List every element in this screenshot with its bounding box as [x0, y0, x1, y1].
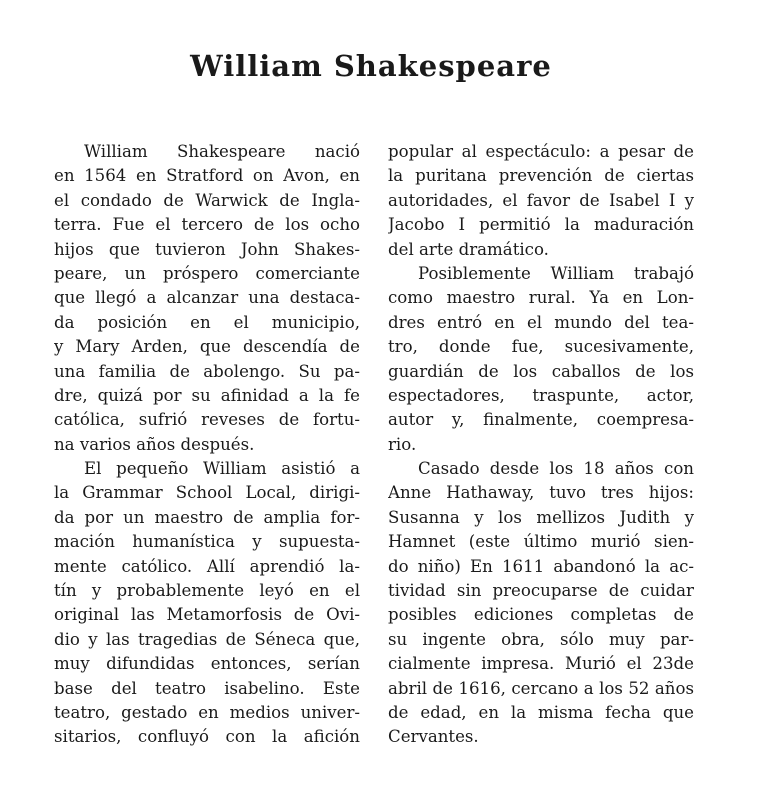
text-line: posibles ediciones completas de	[388, 605, 694, 625]
text-line: da posición en el municipio,	[54, 312, 360, 332]
text-line: dre, quizá por su afinidad a la fe	[54, 385, 360, 405]
text-line: dio y las tragedias de Séneca que,	[54, 629, 360, 649]
text-line: tividad sin preocuparse de cuidar	[388, 581, 694, 601]
text-line: muy difundidas entonces, serían	[54, 654, 360, 674]
text-line: la Grammar School Local, dirigi-	[54, 483, 360, 503]
text-line: original las Metamorfosis de Ovi-	[54, 605, 360, 625]
text-line: sitarios, confluyó con la afición	[54, 727, 360, 747]
text-line: do niño) En 1611 abandonó la ac-	[388, 556, 694, 576]
text-line: Susanna y los mellizos Judith y	[388, 507, 694, 527]
text-line: terra. Fue el tercero de los ocho	[54, 215, 360, 235]
text-line: abril de 1616, cercano a los 52 años	[388, 678, 694, 698]
text-line: Anne Hathaway, tuvo tres hijos:	[388, 483, 694, 503]
text-line: Hamnet (este último murió sien-	[388, 532, 694, 552]
text-line: como maestro rural. Ya en Lon-	[388, 288, 694, 308]
text-line: cialmente impresa. Murió el 23de	[388, 654, 694, 674]
text-line: William Shakespeare nació	[84, 142, 360, 161]
text-line: en 1564 en Stratford on Avon, en	[54, 166, 360, 186]
text-line: autor y, finalmente, coempresa-	[388, 410, 694, 430]
text-line: hijos que tuvieron John Shakes-	[54, 239, 360, 259]
text-line: base del teatro isabelino. Este	[54, 678, 360, 698]
text-line: teatro, gestado en medios univer-	[54, 702, 360, 722]
text-line: católica, sufrió reveses de fortu-	[54, 410, 360, 430]
text-line: da por un maestro de amplia for-	[54, 507, 360, 527]
text-line: mación humanística y supuesta-	[54, 532, 360, 552]
text-line: dres entró en el mundo del tea-	[388, 312, 694, 332]
text-line: el condado de Warwick de Ingla-	[54, 190, 360, 210]
text-line: El pequeño William asistió a	[84, 459, 360, 479]
text-line: Posiblemente William trabajó	[418, 263, 694, 283]
text-line: y Mary Arden, que descendía de	[54, 337, 360, 357]
text-line: del arte dramático.	[388, 239, 549, 259]
text-line: de edad, en la misma fecha que	[388, 702, 694, 722]
text-line: autoridades, el favor de Isabel I y	[388, 190, 694, 210]
text-line: popular al espectáculo: a pesar de	[388, 142, 694, 161]
text-line: Jacobo I permitió la maduración	[388, 215, 694, 235]
text-line: Casado desde los 18 años con	[418, 459, 694, 479]
text-line: na varios años después.	[54, 434, 255, 454]
text-line: tín y probablemente leyó en el	[54, 581, 360, 601]
text-line: espectadores, traspunte, actor,	[388, 385, 694, 405]
text-column-left	[54, 140, 360, 750]
page-title: William Shakespeare	[190, 49, 552, 83]
text-line: rio.	[388, 434, 417, 454]
text-line: guardián de los caballos de los	[388, 361, 694, 381]
text-line: su ingente obra, sólo muy par-	[388, 629, 694, 649]
text-column-right	[388, 140, 694, 750]
text-line: la puritana prevención de ciertas	[388, 166, 694, 186]
text-line: que llegó a alcanzar una destaca-	[54, 288, 360, 308]
text-line: tro, donde fue, sucesivamente,	[388, 337, 694, 357]
text-line: peare, un próspero comerciante	[54, 263, 360, 283]
text-line: Cervantes.	[388, 727, 479, 747]
text-line: mente católico. Allí aprendió la-	[54, 556, 360, 576]
text-line: una familia de abolengo. Su pa-	[54, 361, 360, 381]
